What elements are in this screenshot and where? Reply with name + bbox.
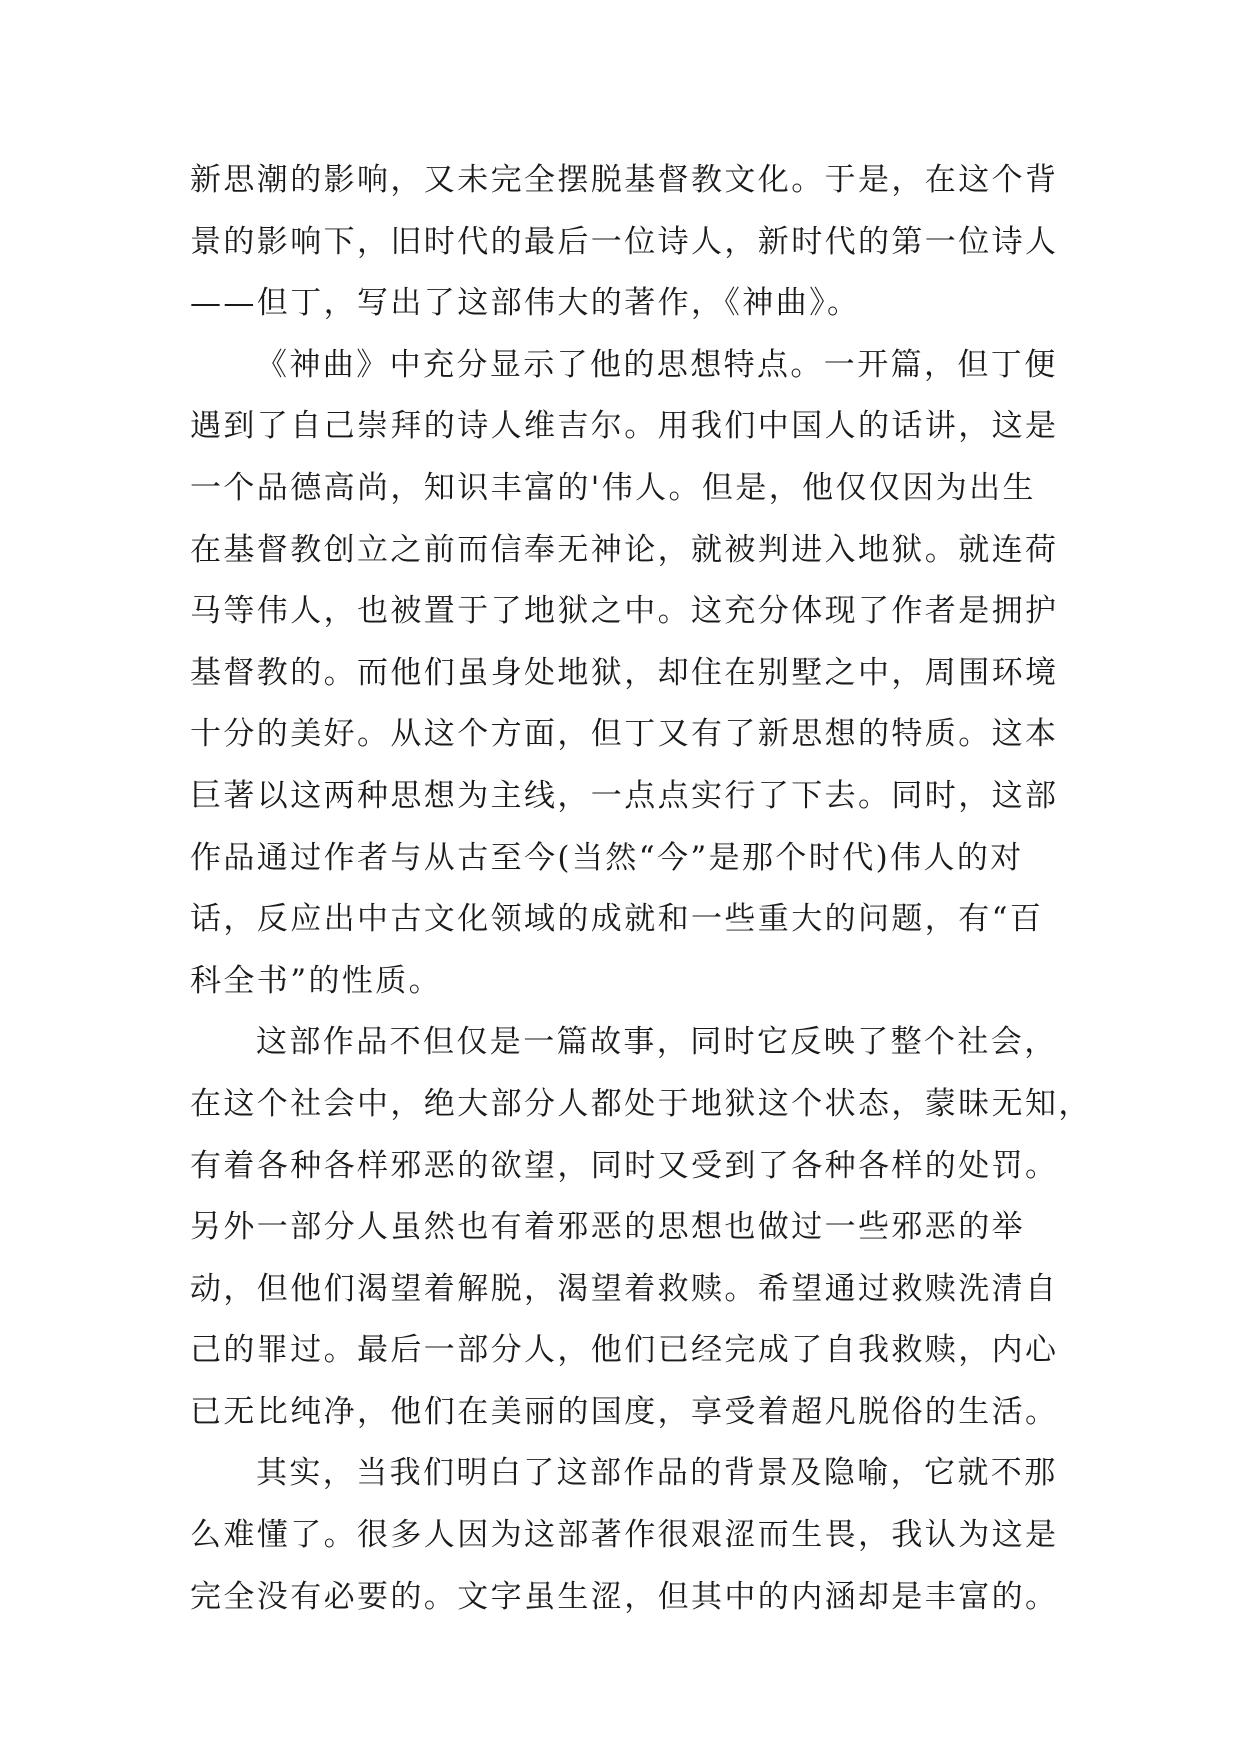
text-line: 在这个社会中，绝大部分人都处于地狱这个状态，蒙昧无知， <box>190 1085 1092 1122</box>
paragraph-first-line: 其实，当我们明白了这部作品的背景及隐喻，它就不那 <box>256 1455 1058 1492</box>
text-line: 遇到了自己崇拜的诗人维吉尔。用我们中国人的话讲，这是 <box>190 408 1059 445</box>
text-line: 景的影响下，旧时代的最后一位诗人，新时代的第一位诗人 <box>190 223 1059 260</box>
text-line: 另外一部分人虽然也有着邪恶的思想也做过一些邪恶的举 <box>190 1209 1025 1246</box>
text-line: ——但丁，写出了这部伟大的著作，《神曲》。 <box>190 285 861 322</box>
text-line: 在基督教创立之前而信奉无神论，就被判进入地狱。就连荷 <box>190 531 1059 568</box>
text-line: 么难懂了。很多人因为这部著作很艰涩而生畏，我认为这是 <box>190 1517 1059 1554</box>
paragraph-first-line: 这部作品不但仅是一篇故事，同时它反映了整个社会， <box>256 1024 1058 1061</box>
text-line: 作品通过作者与从古至今(当然“今”是那个时代)伟人的对 <box>190 839 1024 876</box>
text-line: 基督教的。而他们虽身处地狱，却住在别墅之中，周围环境 <box>190 654 1059 691</box>
text-line: 一个品德高尚，知识丰富的'伟人。但是，他仅仅因为出生 <box>190 469 1036 506</box>
text-line: 巨著以这两种思想为主线，一点点实行了下去。同时，这部 <box>190 777 1059 814</box>
paragraph-first-line: 《神曲》中充分显示了他的思想特点。一开篇，但丁便 <box>256 346 1058 383</box>
text-line: 己的罪过。最后一部分人，他们已经完成了自我救赎，内心 <box>190 1332 1059 1369</box>
text-line: 马等伟人，也被置于了地狱之中。这充分体现了作者是拥护 <box>190 593 1059 630</box>
text-line: 新思潮的影响，又未完全摆脱基督教文化。于是，在这个背 <box>190 162 1059 198</box>
text-line: 十分的美好。从这个方面，但丁又有了新思想的特质。这本 <box>190 716 1059 753</box>
text-line: 动，但他们渴望着解脱，渴望着救赎。希望通过救赎洗清自 <box>190 1270 1059 1307</box>
document-page <box>190 150 1092 1628</box>
text-line: 完全没有必要的。文字虽生涩，但其中的内涵却是丰富的。 <box>190 1578 1059 1615</box>
text-line: 有着各种各样邪恶的欲望，同时又受到了各种各样的处罚。 <box>190 1147 1059 1184</box>
text-line: 科全书”的性质。 <box>190 962 443 999</box>
text-line: 话，反应出中古文化领域的成就和一些重大的问题，有“百 <box>190 901 1044 938</box>
text-line: 已无比纯净，他们在美丽的国度，享受着超凡脱俗的生活。 <box>190 1393 1059 1430</box>
